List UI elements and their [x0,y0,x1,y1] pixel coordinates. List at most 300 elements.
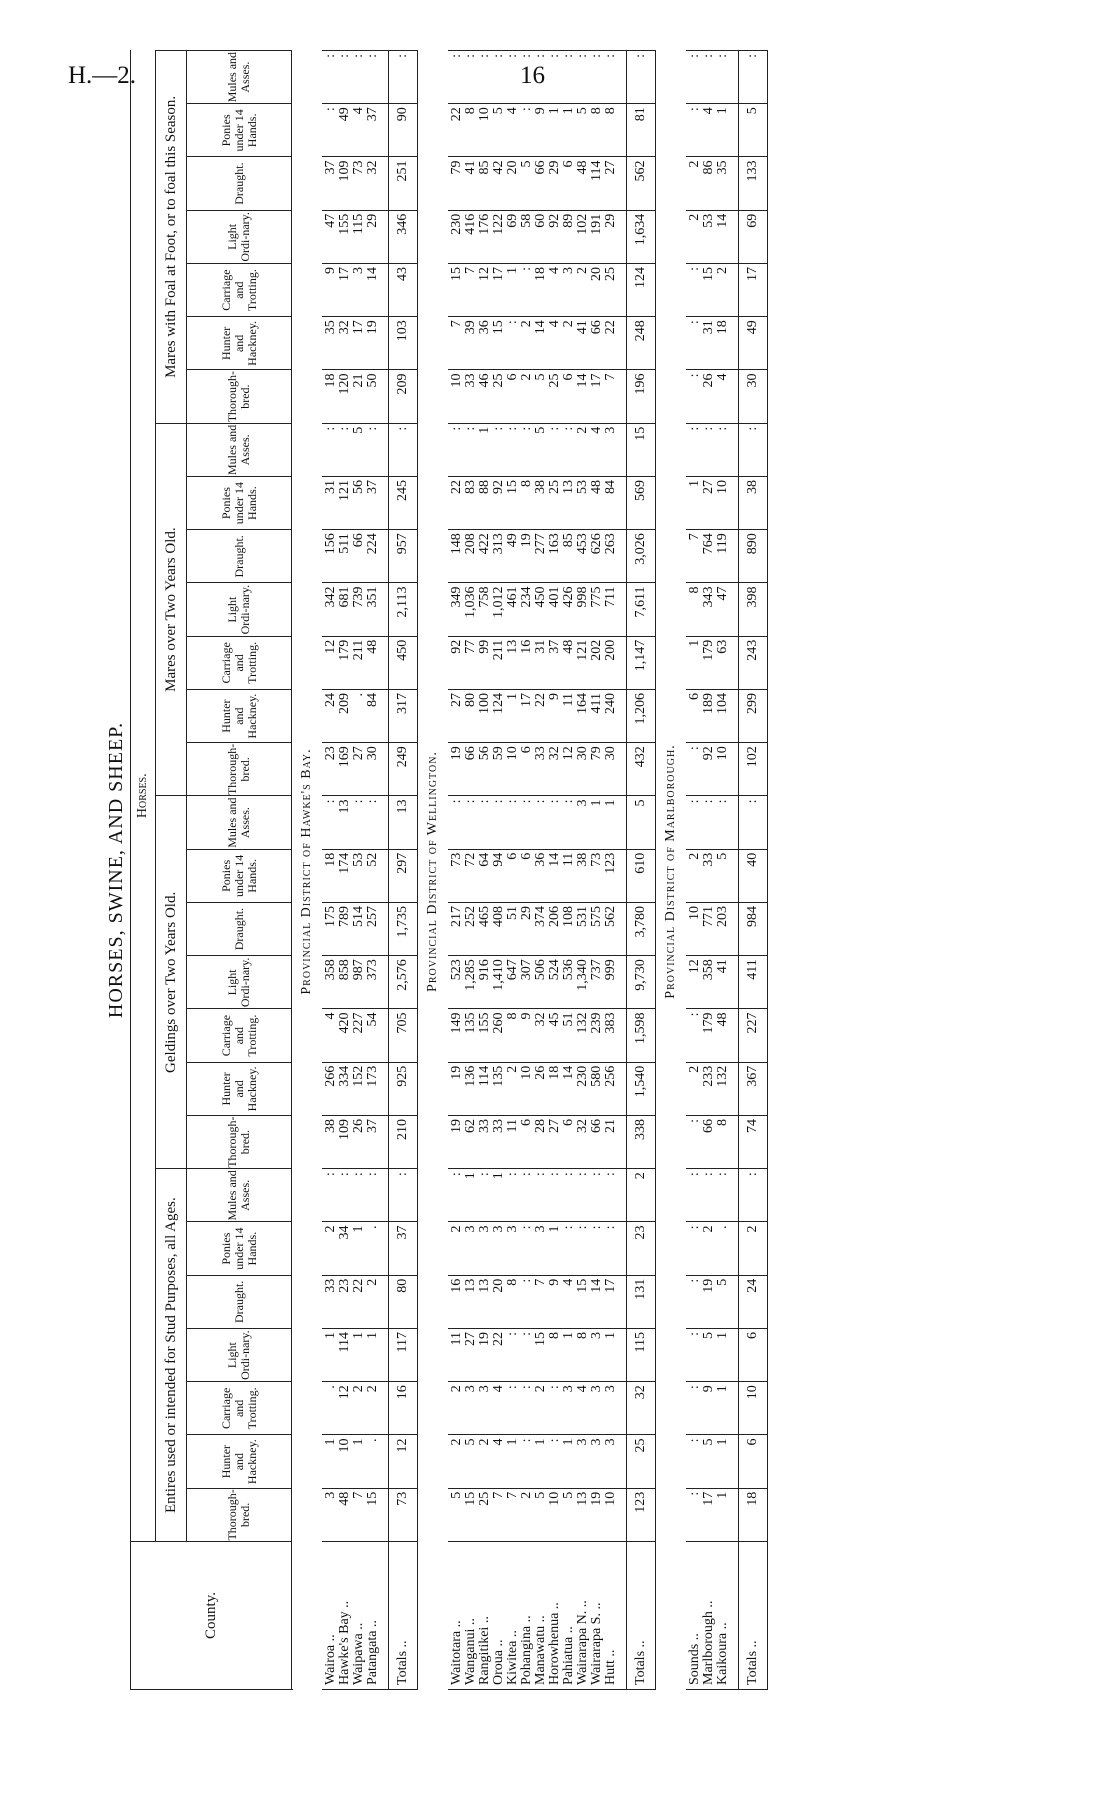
cell-value: 48 [589,480,604,494]
cell-value: : [589,1172,604,1177]
cell-value: 29 [603,213,618,228]
cell-value: 3 [533,1225,548,1233]
column-header: Hunter and Hackney. [187,317,292,370]
value-cell [448,1222,627,1275]
cell-value: 37 [547,639,562,654]
cell-value: 18 [323,373,338,388]
value-cell [448,317,627,370]
cell-value: 15 [491,320,506,335]
cell-value: . [323,1385,338,1389]
cell-value: 66 [701,1119,716,1133]
cell-value: 2 [449,1438,464,1446]
cell-value: 60 [533,213,548,228]
value-cell [686,1062,739,1115]
column-header: Draught. [187,530,292,583]
cell-value: 10 [505,746,520,761]
total-value: 18 [739,1488,768,1541]
cell-value: 4 [575,1385,590,1393]
cell-value: : [715,1172,730,1177]
total-value: 1,206 [627,690,656,743]
cell-value: 26 [533,1065,548,1080]
cell-value: : [505,1332,520,1336]
cell-value: 5 [533,373,548,381]
cell-value: 2 [687,852,702,860]
cell-value: 3 [463,1385,478,1393]
totals-label: Totals .. [389,1542,418,1690]
cell-value: 19 [449,746,464,761]
cell-value: : [547,54,562,58]
cell-value: 12 [477,267,492,281]
cell-value: : [505,1172,520,1177]
cell-value: 9 [547,1278,562,1286]
cell-value: 8 [519,480,534,487]
cell-value: 66 [463,746,478,761]
value-cell [448,743,627,796]
value-cell [322,956,389,1009]
cell-value: 14 [547,852,562,867]
cell-value: 89 [561,213,576,228]
cell-value: 12 [687,959,702,974]
value-cell [686,1009,739,1062]
total-value: 2 [739,1222,768,1275]
cell-value: : [519,1172,534,1177]
cell-value: 1 [323,1438,338,1446]
cell-value: 19 [701,1278,716,1293]
cell-value: 115 [351,213,366,235]
value-cell [448,157,627,210]
value-cell [322,210,389,263]
value-cell [686,477,739,530]
cell-value: . [365,1225,380,1229]
total-value: 103 [389,317,418,370]
value-cell [686,1435,739,1488]
cell-value: 3 [603,1385,618,1393]
county-name: Oroua .. [491,1639,506,1685]
cell-value: 25 [603,267,618,281]
cell-value: 22 [449,480,464,494]
value-cell [448,690,627,743]
cell-value: 47 [715,586,730,601]
cell-value: 4 [561,1278,576,1286]
cell-value: 136 [463,1065,478,1087]
cell-value: : [505,54,520,58]
cell-value: 25 [477,1491,492,1506]
cell-value: 1 [715,1332,730,1339]
value-cell [686,530,739,583]
cell-value: 189 [701,693,716,714]
value-cell [448,1488,627,1541]
cell-value: 56 [477,746,492,761]
cell-value: 307 [519,959,534,981]
value-cell [686,1488,739,1541]
cell-value: 72 [463,852,478,867]
cell-value: 13 [337,799,352,814]
cell-value: : [687,54,702,58]
cell-value: 3 [589,1438,604,1446]
total-value: 450 [389,636,418,689]
cell-value: 453 [575,533,590,555]
cell-value: : [519,1278,534,1283]
cell-value: 73 [351,160,366,175]
cell-value: 29 [547,160,562,175]
cell-value: 416 [463,213,478,235]
cell-value: 1 [463,1172,478,1180]
value-cell [448,1275,627,1328]
cell-value: 5 [533,426,548,434]
cell-value: 203 [715,906,730,927]
cell-value: : [449,54,464,58]
county-name: Wairoa .. [323,1634,338,1685]
cell-value: 8 [505,1278,520,1286]
cell-value: 27 [547,1119,562,1133]
total-value: : [739,1169,768,1222]
total-value: 245 [389,477,418,530]
county-name: Wanganui .. [463,1618,478,1685]
column-header: Hunter and Hackney. [187,690,292,743]
district-heading: Provincial District of Wellington. [425,751,440,992]
cell-value: 22 [449,107,464,122]
cell-value: 511 [337,533,352,554]
value-cell [686,104,739,157]
cell-value: 92 [547,213,562,228]
cell-value: : [449,426,464,431]
cell-value: : [505,320,520,325]
cell-value: 2 [533,1385,548,1393]
cell-value: 1 [505,693,520,700]
total-value: 25 [627,1435,656,1488]
cell-value: 18 [323,852,338,867]
cell-value: 422 [477,533,492,555]
value-cell [448,1169,627,1222]
page-number: 16 [520,62,545,89]
cell-value: 3 [575,799,590,807]
cell-value: 3 [589,1332,604,1339]
cell-value: 426 [561,586,576,608]
county-name: Kaikoura .. [715,1622,730,1685]
cell-value: 66 [533,160,548,175]
cell-value: 256 [603,1065,618,1087]
cell-value: 73 [589,852,604,867]
cell-value: : [463,799,478,804]
cell-value: 1 [715,1491,730,1499]
cell-value: 9 [533,107,548,115]
cell-value: : [337,1172,352,1177]
cell-value: 10 [547,1491,562,1506]
cell-value: 15 [365,1491,380,1506]
cell-value: 239 [589,1012,604,1034]
horses-table [130,50,768,1690]
cell-value: 48 [337,1491,352,1506]
value-cell [322,317,389,370]
cell-value: 80 [463,693,478,707]
cell-value: 17 [351,320,366,335]
cell-value: 62 [463,1119,478,1133]
cell-value: 4 [491,1438,506,1446]
cell-value: 149 [449,1012,464,1034]
cell-value: 1 [547,107,562,115]
total-value: 957 [389,530,418,583]
cell-value: 148 [449,533,464,555]
county-cell [322,1542,389,1690]
cell-value: 6 [519,1119,534,1126]
cell-value: : [477,54,492,58]
cell-value: : [351,799,366,804]
total-value: 123 [627,1488,656,1541]
cell-value: 408 [491,906,506,927]
cell-value: 99 [477,639,492,654]
cell-value: : [701,1172,716,1177]
cell-value: 5 [575,107,590,115]
cell-value: : [561,1225,576,1230]
cell-value: 15 [701,267,716,281]
cell-value: 11 [449,1332,464,1346]
column-header: Mules and Asses. [187,51,292,104]
cell-value: 230 [575,1065,590,1087]
cell-value: : [547,1172,562,1177]
cell-value: 6 [505,373,520,381]
cell-value: : [715,799,730,804]
cell-value: : [337,426,352,431]
cell-value: 53 [701,213,716,228]
cell-value: 28 [533,1119,548,1133]
cell-value: 8 [547,1332,562,1339]
cell-value: : [687,107,702,112]
cell-value: 19 [519,533,534,548]
cell-value: 1 [477,426,492,434]
cell-value: 17 [603,1278,618,1293]
total-value: 24 [739,1275,768,1328]
total-value: 15 [627,423,656,476]
column-header: Ponies under 14 Hands. [187,104,292,157]
county-name: Sounds .. [687,1633,702,1685]
cell-value: : [323,799,338,804]
cell-value: : [323,1172,338,1177]
total-value: 115 [627,1329,656,1382]
cell-value: 334 [337,1065,352,1087]
cell-value: : [519,1438,534,1443]
value-cell [322,264,389,317]
value-cell [322,1009,389,1062]
cell-value: 45 [547,1012,562,1027]
column-header: Mules and Asses. [187,796,292,849]
cell-value: 32 [547,746,562,761]
cell-value: 155 [337,213,352,235]
cell-value: 122 [491,213,506,235]
cell-value: 92 [701,746,716,761]
cell-value: : [561,1172,576,1177]
cell-value: 260 [491,1012,506,1034]
cell-value: 5 [463,1438,478,1446]
value-cell [322,1116,389,1169]
cell-value: 1 [323,1332,338,1339]
column-header: Light Ordi-nary. [187,1329,292,1382]
cell-value: 3 [561,1385,576,1393]
column-header: Ponies under 14 Hands. [187,477,292,530]
cell-value: 22 [491,1332,506,1346]
cell-value: 120 [337,373,352,395]
total-value: 6 [739,1435,768,1488]
cell-value: 94 [491,852,506,867]
column-header: Thorough-bred. [187,1116,292,1169]
cell-value: 2 [365,1385,380,1393]
cell-value: 19 [449,1119,464,1133]
cell-value: : [491,54,506,58]
cell-value: 4 [701,107,716,115]
cell-value: 114 [589,160,604,181]
cell-value: 514 [351,906,366,927]
cell-value: 4 [589,426,604,434]
cell-value: 14 [533,320,548,335]
cell-value: 19 [365,320,380,335]
cell-value: 2 [477,1438,492,1446]
cell-value: : [575,54,590,58]
county-name: Hutt .. [603,1649,618,1685]
cell-value: 174 [337,852,352,874]
cell-value: 21 [351,373,366,388]
cell-value: 32 [575,1119,590,1133]
county-name: Wairarapa N. .. [575,1600,590,1685]
total-value: 1,735 [389,903,418,956]
value-cell [448,903,627,956]
cell-value: 13 [505,639,520,654]
cell-value: 3 [351,267,366,274]
cell-value: 12 [561,746,576,761]
cell-value: 999 [603,959,618,981]
cell-value: 240 [603,693,618,714]
value-cell [448,51,627,104]
value-cell [686,1169,739,1222]
cell-value: 92 [491,480,506,494]
cell-value: 41 [715,959,730,974]
cell-value: 343 [701,586,716,608]
cell-value: 46 [477,373,492,388]
cell-value: 36 [533,852,548,867]
cell-value: 2 [449,1225,464,1233]
cell-value: 3 [603,426,618,434]
cell-value: : [589,1225,604,1230]
cell-value: 277 [533,533,548,555]
cell-value: 12 [337,1385,352,1400]
cell-value: 9 [701,1385,716,1393]
cell-value: 358 [701,959,716,981]
cell-value: 19 [449,1065,464,1080]
total-value: 102 [739,743,768,796]
cell-value: 48 [575,160,590,175]
cell-value: 6 [519,852,534,860]
total-value: 398 [739,583,768,636]
cell-value: 17 [337,267,352,281]
cell-value: 13 [561,480,576,494]
cell-value: 37 [365,480,380,494]
column-header: Mules and Asses. [187,1169,292,1222]
cell-value: : [603,1225,618,1230]
cell-value: 11 [561,852,576,867]
column-header: Draught. [187,157,292,210]
cell-value: 758 [477,586,492,608]
cell-value: : [687,426,702,431]
totals-label: Totals .. [739,1542,768,1690]
cell-value: 32 [337,320,352,335]
cell-value: 858 [337,959,352,981]
totals-label: Totals .. [627,1542,656,1690]
cell-value: 3 [477,1385,492,1393]
cell-value: : [687,1119,702,1123]
cell-value: 2 [519,1491,534,1499]
cell-value: : [491,799,506,804]
county-name: Patangata .. [365,1620,380,1685]
cell-value: 114 [337,1332,352,1353]
value-cell [322,636,389,689]
total-value: 251 [389,157,418,210]
cell-value: 5 [701,1438,716,1446]
cell-value: 18 [547,1065,562,1080]
cell-value: : [519,267,534,271]
cell-value: : [505,426,520,431]
cell-value: 580 [589,1065,604,1087]
value-cell [322,796,389,849]
cell-value: : [547,1438,562,1443]
cell-value: 86 [701,160,716,175]
county-name: Waipawa .. [351,1622,366,1685]
table-title: HORSES, SWINE, AND SHEEP. [105,721,127,1019]
cell-value: : [463,426,478,431]
value-cell [686,956,739,1009]
totals-row [389,51,418,1690]
cell-value: 48 [365,639,380,654]
value-cell [686,1116,739,1169]
cell-value: 164 [575,693,590,714]
cell-value: 15 [533,1332,548,1346]
cell-value: 114 [477,1065,492,1087]
county-name: Waitotara .. [449,1620,464,1685]
cell-value: 5 [715,852,730,860]
column-header: Draught. [187,1275,292,1328]
column-header: Carriage and Trotting. [187,264,292,317]
cell-value: : [589,54,604,58]
cell-value: : [477,799,492,804]
cell-value: 450 [533,586,548,608]
county-name: Marlborough .. [701,1600,716,1685]
cell-value: 84 [603,480,618,494]
cell-value: 20 [491,1278,506,1293]
cell-value: 104 [715,693,730,714]
cell-value: 10 [715,746,730,761]
cell-value: 53 [351,852,366,867]
cell-value: 4 [491,1385,506,1393]
cell-value: 79 [589,746,604,761]
cell-value: 109 [337,1119,352,1140]
cell-value: 66 [589,320,604,335]
cell-value: 31 [533,639,548,654]
cell-value: 24 [323,693,338,707]
cell-value: 916 [477,959,492,981]
total-value: 37 [389,1222,418,1275]
cell-value: 4 [547,320,562,328]
cell-value: 211 [491,639,506,661]
total-value: 209 [389,370,418,423]
cell-value: 2 [715,267,730,274]
cell-value: 179 [337,639,352,661]
cell-value: 1 [561,1332,576,1339]
cell-value: 358 [323,959,338,981]
cell-value: 100 [477,693,492,714]
total-value: 227 [739,1009,768,1062]
value-cell [686,796,739,849]
value-cell [322,849,389,902]
column-header: Mules and Asses. [187,423,292,476]
value-cell [322,104,389,157]
value-cell [686,1382,739,1435]
